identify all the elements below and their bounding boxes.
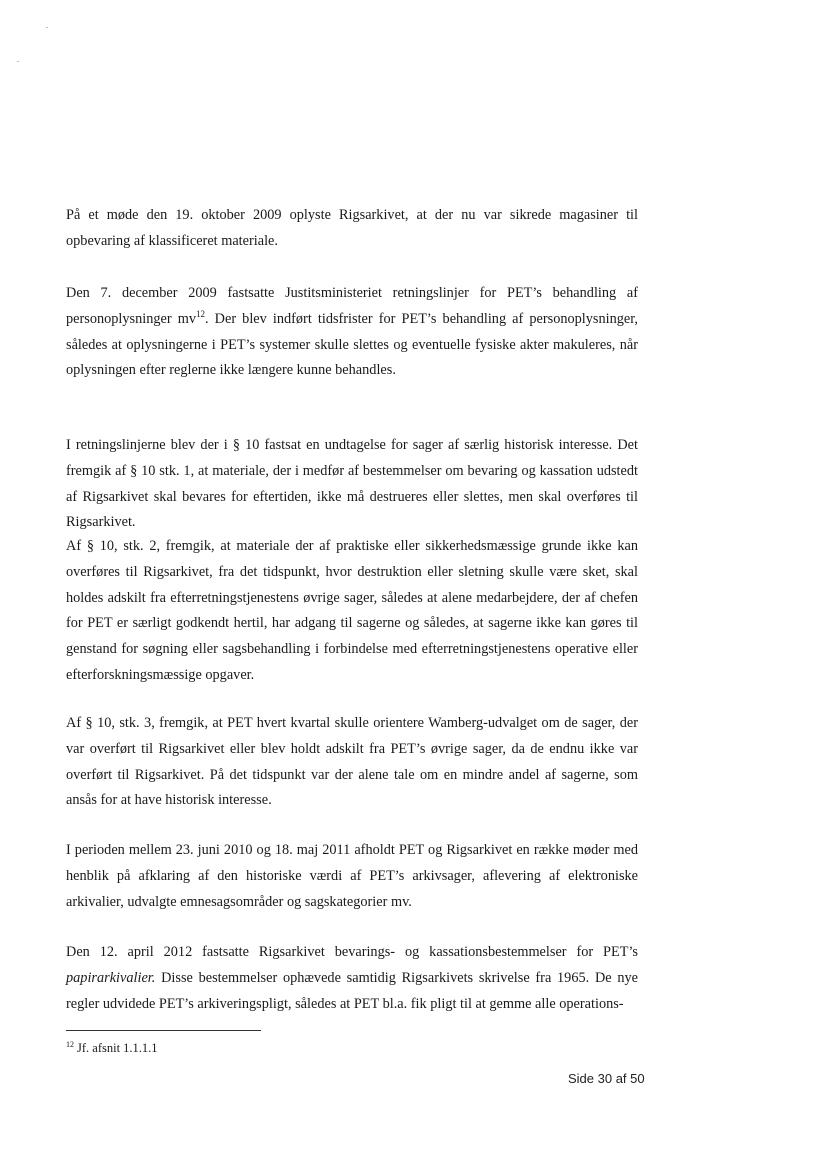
paragraph-guidelines-2009 bbox=[66, 281, 638, 384]
italic-term: papirarkivalier. bbox=[66, 969, 156, 986]
footnote-divider bbox=[66, 1030, 261, 1031]
scan-speck bbox=[17, 61, 19, 62]
footnote-reference[interactable]: 12 bbox=[195, 309, 205, 320]
paragraph-section-10-stk-2: Af § 10, stk. 2, fremgik, at materiale der af praktiske eller sikkerhedsmæssige grunde ikke kan overføres til Rigsarkivet, fra det tidspunkt, hvor destruktion eller sletning skulle være sket, skal holdes adskilt fra efterretningstjenestens øvrige sager, således at alene medarbejdere, der af chefen for PET er særligt godkendt hertil, har adgang til sagerne og således, at sagerne ikke kan gøres til genstand for søgning eller sagsbehandling i forbindelse med efterretningstjenestens operative eller efterforskningsmæssige opgaver. bbox=[66, 538, 638, 683]
paragraph-section-10-exception: I retningslinjerne blev der i § 10 fastsat en undtagelse for sager af særlig historisk interesse. Det fremgik af § 10 stk. 1, at materiale, der i medfør af bestemmelser om bevaring og kassation udstedt af Rigsarkivet skal bevares for eftertiden, ikke må destrueres eller slettes, men skal overføres til Rigsarkivet. bbox=[66, 437, 638, 531]
paragraph-text: Den 12. april 2012 fastsatte Rigsarkivet bevarings- og kassationsbestemmelser for PET’s bbox=[66, 944, 638, 960]
page-number: Side 30 af 50 bbox=[568, 1071, 645, 1086]
paragraph-section-10-stk-3: Af § 10, stk. 3, fremgik, at PET hvert kvartal skulle orientere Wamberg-udvalget om de sager, der var overført til Rigsarkivet eller blev holdt adskilt fra PET’s øvrige sager, da de endnu ikke var overført til Rigsarkivet. På det tidspunkt var der alene tale om en mindre andel af sagerne, som ansås for at have historisk interesse. bbox=[66, 715, 638, 809]
paragraph-text: . Der blev indført tidsfrister for PET’s behandling af personoplysninger, således at oplysningerne i PET’s systemer skulle slettes og eventuelle fysiske akter makuleres, når oplysningen efter reglerne ikke længere kunne behandles. bbox=[66, 310, 638, 379]
paragraph-text: Den 7. december 2009 fastsatte Justitsministeriet retningslinjer for PET’s behandling af personoplysninger mv bbox=[66, 285, 638, 327]
footnote-text: Jf. afsnit 1.1.1.1 bbox=[77, 1041, 158, 1055]
footnote bbox=[66, 1040, 158, 1056]
paragraph-rules-2012 bbox=[66, 940, 638, 1017]
scan-speck bbox=[46, 27, 48, 28]
footnote-mark: 12 bbox=[66, 1039, 74, 1049]
paragraph-archive-storage: På et møde den 19. oktober 2009 oplyste Rigsarkivet, at der nu var sikrede magasiner til opbevaring af klassificeret materiale. bbox=[66, 207, 638, 249]
paragraph-text: Disse bestemmelser ophævede samtidig Rigsarkivets skrivelse fra 1965. De nye regler udvidede PET’s arkiveringspligt, således at PET bl.a. fik pligt til at gemme alle operations- bbox=[66, 969, 638, 1012]
paragraph-meetings-2010-2011: I perioden mellem 23. juni 2010 og 18. maj 2011 afholdt PET og Rigsarkivet en række møder med henblik på afklaring af den historiske værdi af PET’s arkivsager, aflevering af elektroniske arkivalier, udvalgte emnesagsområder og sagskategorier mv. bbox=[66, 842, 638, 910]
